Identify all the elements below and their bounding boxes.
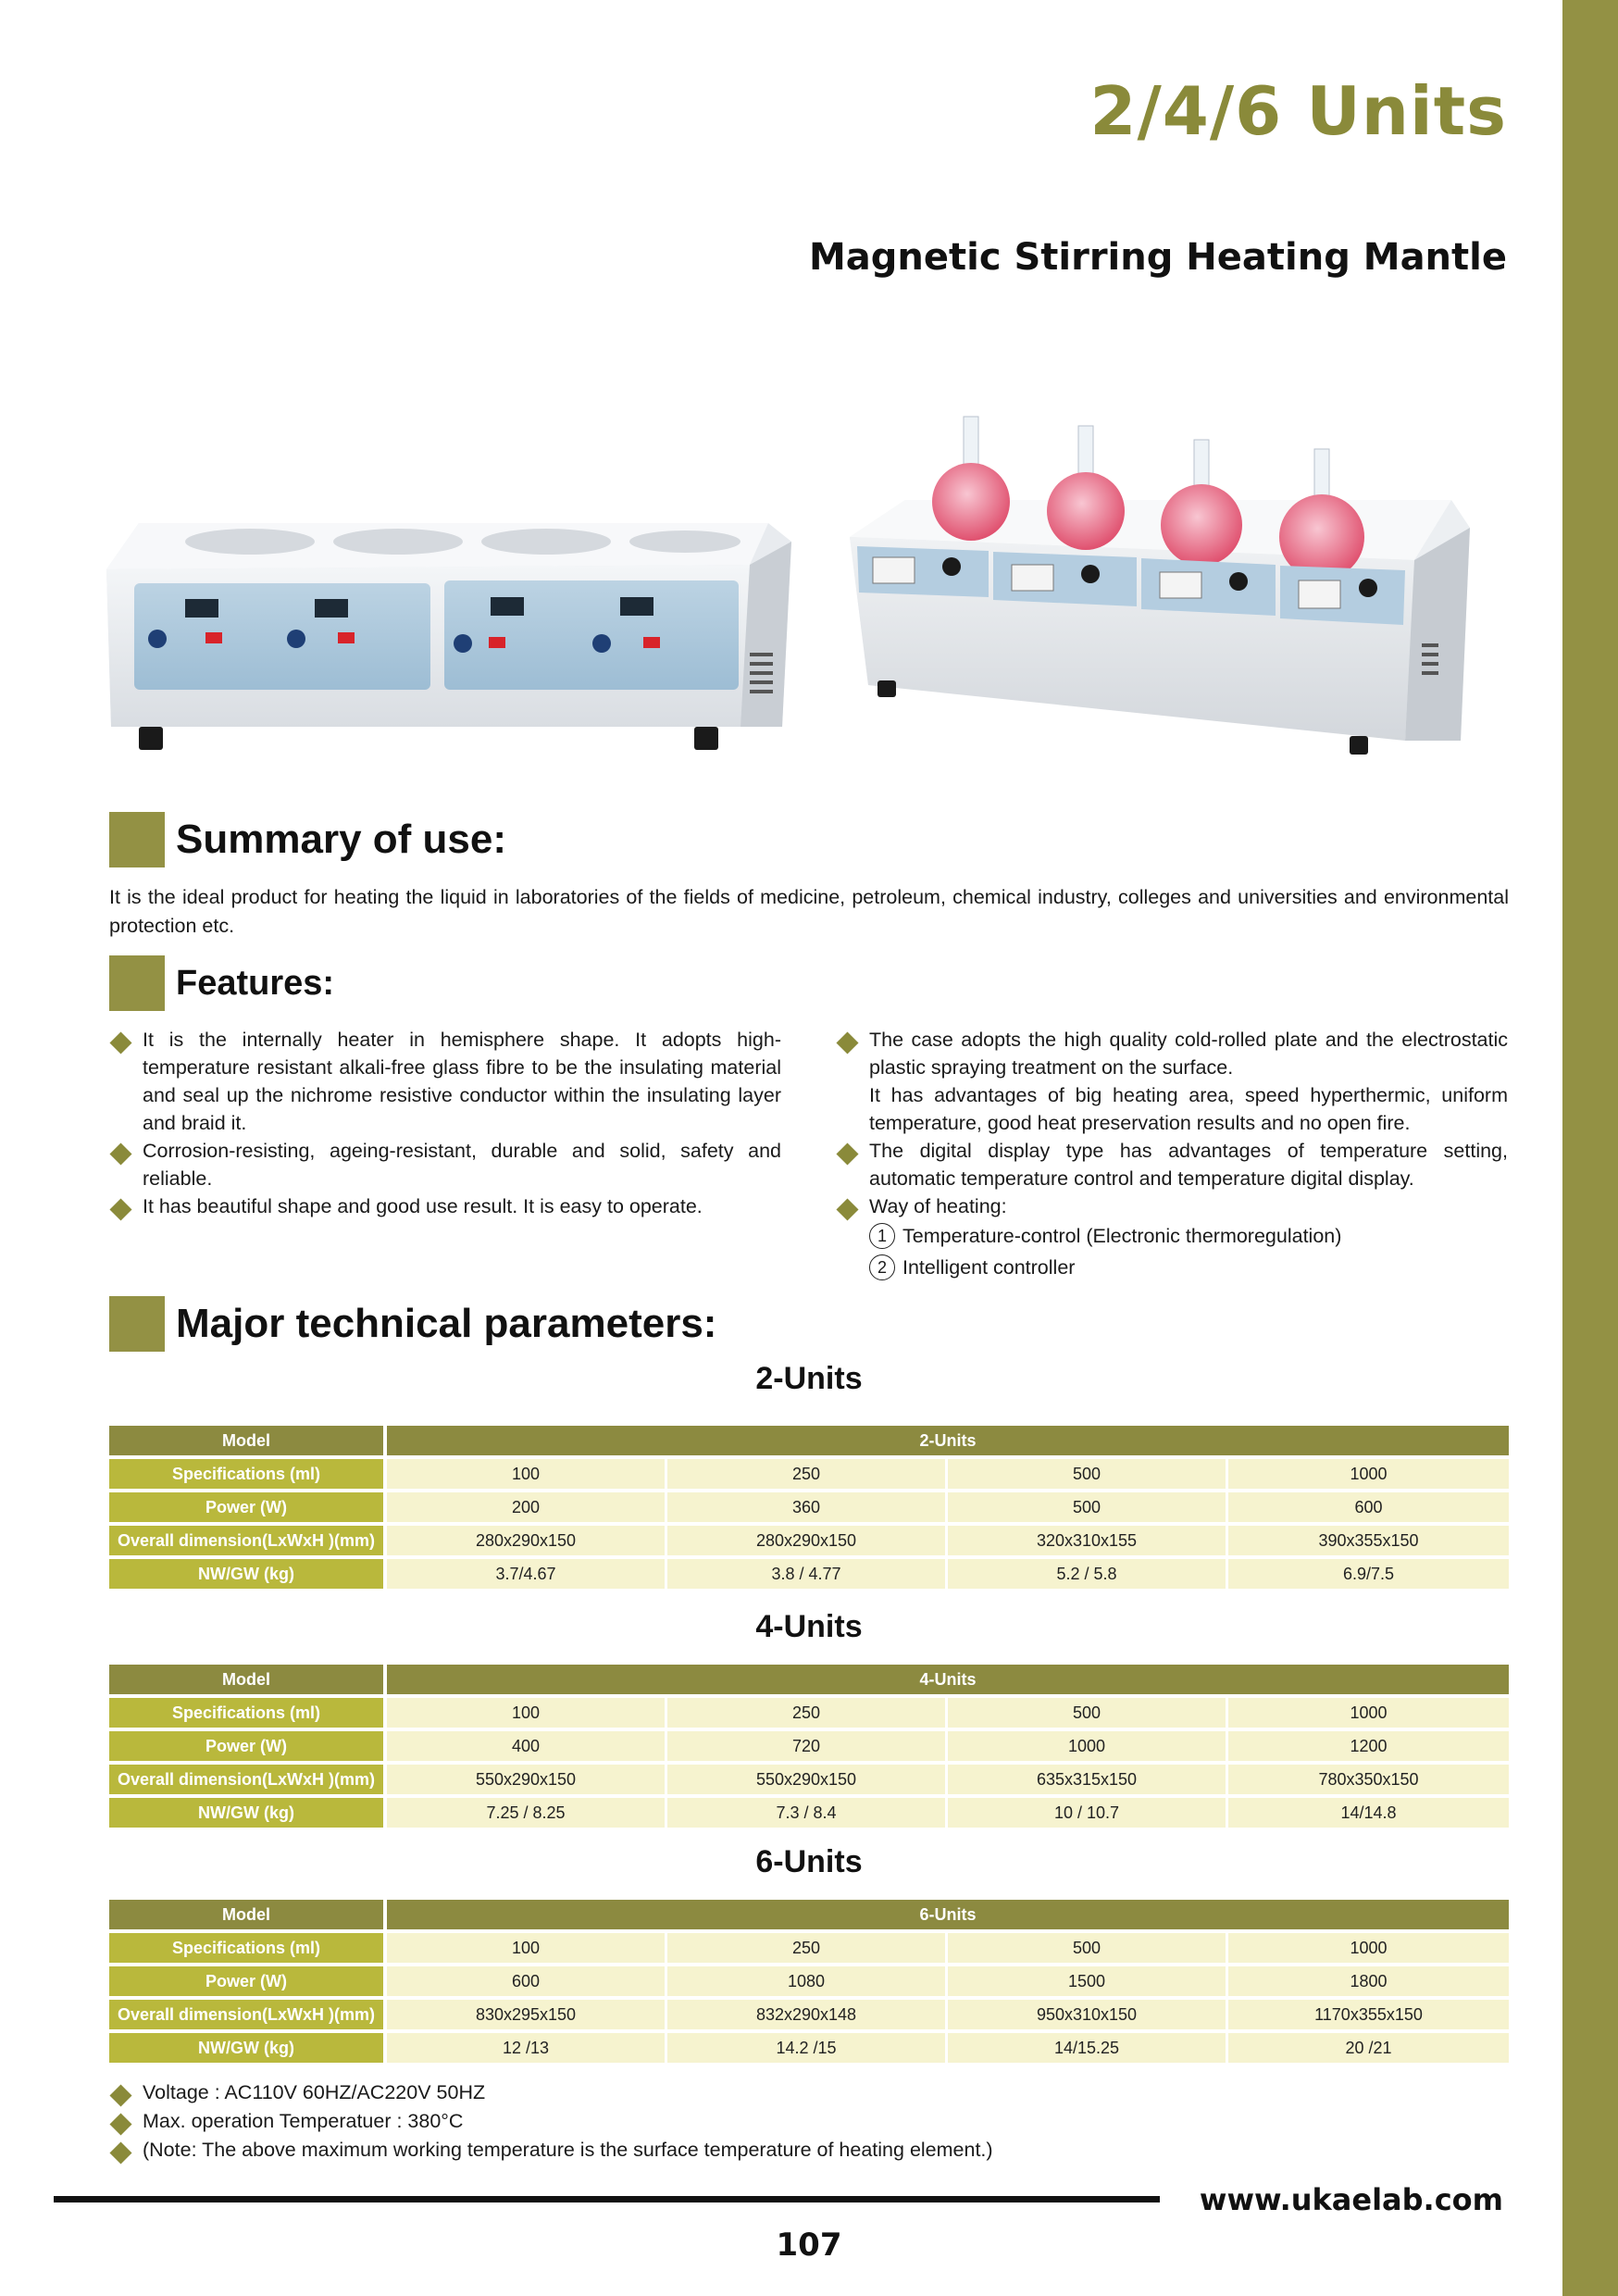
table-row (109, 1526, 1509, 1555)
model-label: Model (109, 1426, 387, 1455)
feature-item (109, 1026, 781, 1137)
summary-heading (109, 812, 506, 867)
table-row (109, 1765, 1509, 1794)
table-cell: 500 (948, 1492, 1228, 1522)
row-label: Specifications (ml) (109, 1933, 387, 1963)
table-cell: 200 (387, 1492, 667, 1522)
model-value: 6-Units (387, 1900, 1509, 1929)
table-cell: 550x290x150 (387, 1765, 667, 1794)
table-cell: 5.2 / 5.8 (948, 1559, 1228, 1589)
note-text: Voltage : AC110V 60HZ/AC220V 50HZ (143, 2081, 486, 2103)
table-cell: 6.9/7.5 (1228, 1559, 1509, 1589)
table-cell: 250 (667, 1933, 948, 1963)
heating-way-text: Temperature-control (Electronic thermoregulation) (902, 1225, 1342, 1247)
table-title-4-units: 4-Units (755, 1609, 863, 1644)
note-item (109, 2107, 1509, 2136)
table-cell: 1080 (667, 1966, 948, 1996)
circled-number: 2 (869, 1254, 895, 1280)
table-cell: 1170x355x150 (1228, 2000, 1509, 2029)
spec-table-6-units (109, 1896, 1509, 2066)
page-title: 2/4/6 Units (1089, 72, 1507, 150)
table-cell: 3.7/4.67 (387, 1559, 667, 1589)
heating-way-item (836, 1220, 1508, 1252)
feature-text: It has beautiful shape and good use result. It is easy to operate. (143, 1195, 703, 1217)
spec-table-2-units (109, 1422, 1509, 1592)
note-item (109, 2078, 1509, 2107)
model-value: 2-Units (387, 1426, 1509, 1455)
diamond-bullet-icon (109, 2141, 131, 2164)
row-label: Power (W) (109, 1731, 387, 1761)
row-label: NW/GW (kg) (109, 2033, 387, 2063)
table-cell: 3.8 / 4.77 (667, 1559, 948, 1589)
table-cell: 550x290x150 (667, 1765, 948, 1794)
feature-text: Way of heating: (869, 1195, 1007, 1217)
table-row (109, 1966, 1509, 1996)
feature-text: The digital display type has advantages of temperature setting, automatic temperature control and temperature digital display. (869, 1140, 1508, 1190)
section-marker-square (109, 1296, 165, 1352)
table-cell: 1000 (1228, 1698, 1509, 1728)
heating-way-item (836, 1252, 1508, 1283)
table-cell: 10 / 10.7 (948, 1798, 1228, 1828)
table-cell: 390x355x150 (1228, 1526, 1509, 1555)
circled-number: 1 (869, 1223, 895, 1249)
features-right-column (836, 1026, 1508, 1283)
product-subtitle: Magnetic Stirring Heating Mantle (808, 236, 1507, 279)
table-header-row (109, 1900, 1509, 1929)
feature-text: The case adopts the high quality cold-rolled plate and the electrostatic plastic spraying treatment on the surface. (869, 1029, 1508, 1079)
features-heading-label: Features: (176, 963, 335, 1003)
feature-item (109, 1137, 781, 1192)
feature-item (109, 1192, 781, 1220)
summary-heading-label: Summary of use: (176, 817, 506, 862)
heating-way-text: Intelligent controller (902, 1256, 1076, 1279)
table-row (109, 2000, 1509, 2029)
feature-item (836, 1137, 1508, 1192)
diamond-bullet-icon (836, 1198, 858, 1220)
feature-item (836, 1026, 1508, 1137)
table-cell: 20 /21 (1228, 2033, 1509, 2063)
feature-item (836, 1192, 1508, 1220)
table-cell: 100 (387, 1698, 667, 1728)
website-url: www.ukaelab.com (1199, 2182, 1503, 2217)
row-label: Overall dimension(LxWxH )(mm) (109, 1765, 387, 1794)
diamond-bullet-icon (836, 1031, 858, 1054)
table-cell: 1000 (948, 1731, 1228, 1761)
row-label: Overall dimension(LxWxH )(mm) (109, 1526, 387, 1555)
table-cell: 600 (387, 1966, 667, 1996)
params-heading (109, 1296, 716, 1352)
table-cell: 720 (667, 1731, 948, 1761)
table-cell: 14/15.25 (948, 2033, 1228, 2063)
table-cell: 1200 (1228, 1731, 1509, 1761)
table-row (109, 2033, 1509, 2063)
diamond-bullet-icon (109, 1031, 131, 1054)
table-cell: 832x290x148 (667, 2000, 948, 2029)
section-marker-square (109, 812, 165, 867)
table-row (109, 1731, 1509, 1761)
table-cell: 320x310x155 (948, 1526, 1228, 1555)
model-label: Model (109, 1900, 387, 1929)
table-cell: 780x350x150 (1228, 1765, 1509, 1794)
table-cell: 950x310x150 (948, 2000, 1228, 2029)
feature-text: It has advantages of big heating area, speed hyperthermic, uniform temperature, good heat preservation results and no open fire. (869, 1084, 1508, 1134)
features-left-column (109, 1026, 781, 1220)
table-cell: 1000 (1228, 1459, 1509, 1489)
table-cell: 1500 (948, 1966, 1228, 1996)
table-cell: 7.25 / 8.25 (387, 1798, 667, 1828)
table-cell: 830x295x150 (387, 2000, 667, 2029)
feature-text: It is the internally heater in hemisphere shape. It adopts high-temperature resistant alkali-free glass fibre to be the insulating material and seal up the nichrome resistive conductor within the insulating layer and braid it. (143, 1029, 781, 1134)
params-heading-label: Major technical parameters: (176, 1301, 717, 1346)
row-label: NW/GW (kg) (109, 1559, 387, 1589)
table-row (109, 1492, 1509, 1522)
side-color-bar (1562, 0, 1618, 2296)
table-cell: 1000 (1228, 1933, 1509, 1963)
table-row (109, 1798, 1509, 1828)
note-text: (Note: The above maximum working temperature is the surface temperature of heating element.) (143, 2139, 993, 2161)
diamond-bullet-icon (109, 1198, 131, 1220)
table-cell: 100 (387, 1459, 667, 1489)
table-cell: 12 /13 (387, 2033, 667, 2063)
table-cell: 500 (948, 1459, 1228, 1489)
table-cell: 500 (948, 1933, 1228, 1963)
table-title-6-units: 6-Units (755, 1844, 863, 1879)
features-heading (109, 955, 334, 1011)
diamond-bullet-icon (836, 1142, 858, 1165)
table-title-2-units: 2-Units (755, 1361, 863, 1396)
row-label: Overall dimension(LxWxH )(mm) (109, 2000, 387, 2029)
product-photo-with-flasks (850, 398, 1470, 768)
summary-text: It is the ideal product for heating the liquid in laboratories of the fields of medicine, petroleum, chemical industry, colleges and universities and environmental protection etc. (109, 886, 1509, 937)
table-row (109, 1459, 1509, 1489)
table-row (109, 1559, 1509, 1589)
table-header-row (109, 1665, 1509, 1694)
table-cell: 360 (667, 1492, 948, 1522)
notes-list (109, 2078, 1509, 2165)
table-cell: 400 (387, 1731, 667, 1761)
diamond-bullet-icon (109, 1142, 131, 1165)
footer-divider (54, 2196, 1160, 2202)
table-cell: 1800 (1228, 1966, 1509, 1996)
table-cell: 250 (667, 1459, 948, 1489)
model-value: 4-Units (387, 1665, 1509, 1694)
section-marker-square (109, 955, 165, 1011)
table-row (109, 1698, 1509, 1728)
table-cell: 600 (1228, 1492, 1509, 1522)
table-cell: 7.3 / 8.4 (667, 1798, 948, 1828)
model-label: Model (109, 1665, 387, 1694)
row-label: Specifications (ml) (109, 1698, 387, 1728)
row-label: Specifications (ml) (109, 1459, 387, 1489)
table-cell: 500 (948, 1698, 1228, 1728)
diamond-bullet-icon (109, 2084, 131, 2106)
table-cell: 14.2 /15 (667, 2033, 948, 2063)
row-label: NW/GW (kg) (109, 1798, 387, 1828)
table-cell: 280x290x150 (667, 1526, 948, 1555)
row-label: Power (W) (109, 1966, 387, 1996)
table-cell: 635x315x150 (948, 1765, 1228, 1794)
note-item (109, 2136, 1509, 2165)
product-photo-digital (102, 514, 791, 782)
table-cell: 100 (387, 1933, 667, 1963)
table-header-row (109, 1426, 1509, 1455)
table-row (109, 1933, 1509, 1963)
diamond-bullet-icon (109, 2113, 131, 2135)
table-cell: 250 (667, 1698, 948, 1728)
table-cell: 280x290x150 (387, 1526, 667, 1555)
table-cell: 14/14.8 (1228, 1798, 1509, 1828)
note-text: Max. operation Temperatuer : 380°C (143, 2110, 464, 2132)
feature-text: Corrosion-resisting, ageing-resistant, durable and solid, safety and reliable. (143, 1140, 781, 1190)
spec-table-4-units (109, 1661, 1509, 1831)
page-number: 107 (776, 2227, 842, 2264)
row-label: Power (W) (109, 1492, 387, 1522)
